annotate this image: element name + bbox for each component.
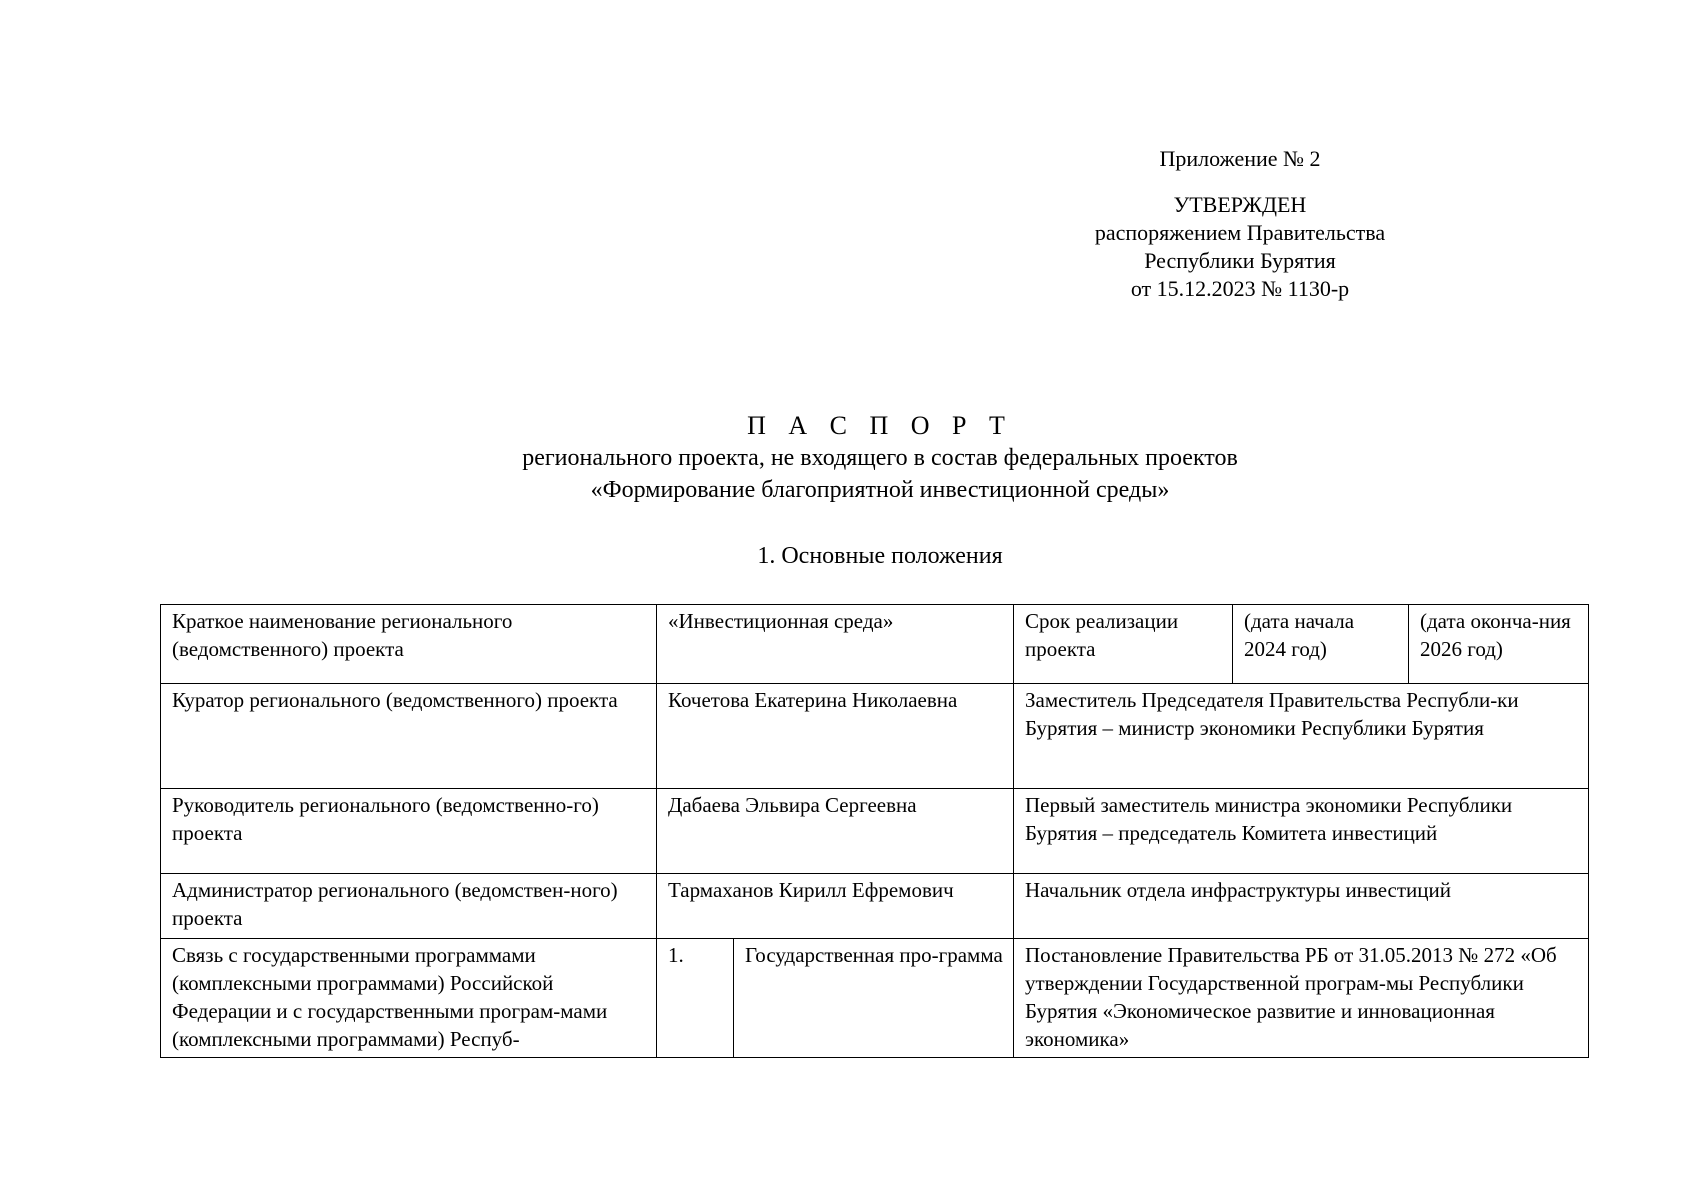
appendix-number: Приложение № 2 [1159, 146, 1321, 171]
table-row-short-name [161, 605, 1589, 684]
program-document: Постановление Правительства РБ от 31.05.2013 № 272 «Об утверждении Государственной програм-мы Республики Бурятия «Экономическое развитие и инновационная экономика» [1014, 939, 1589, 1058]
program-type: Государственная про-грамма [734, 939, 1014, 1058]
curator-name: Кочетова Екатерина Николаевна [657, 684, 1014, 789]
project-name: «Формирование благоприятной инвестиционной среды» [590, 477, 1170, 503]
title-block [160, 410, 1600, 506]
term-start: (дата начала 2024 год) [1233, 605, 1409, 684]
table-row-curator [161, 684, 1589, 789]
approval-line-1: распоряжением Правительства [1094, 220, 1386, 245]
approval-status: УТВЕРЖДЕН [1173, 192, 1307, 217]
short-name-label: Краткое наименование регионального (ведомственного) проекта [161, 605, 657, 684]
term-label: Срок реализации проекта [1014, 605, 1233, 684]
short-name-value: «Инвестиционная среда» [657, 605, 1014, 684]
approval-line-2: Республики Бурятия [1144, 248, 1336, 273]
head-position: Первый заместитель министра экономики Республики Бурятия – председатель Комитета инвестиций [1014, 789, 1589, 874]
document-title: П А С П О Р Т [747, 411, 1013, 440]
passport-table [160, 604, 1589, 1058]
approval-stamp [1060, 145, 1420, 303]
table-row-administrator [161, 874, 1589, 939]
head-label: Руководитель регионального (ведомственно-го) проекта [161, 789, 657, 874]
table-row-head [161, 789, 1589, 874]
term-end: (дата оконча-ния 2026 год) [1409, 605, 1589, 684]
administrator-label: Администратор регионального (ведомствен-ного) проекта [161, 874, 657, 939]
curator-label: Куратор регионального (ведомственного) проекта [161, 684, 657, 789]
program-link-label: Связь с государственными программами (комплексными программами) Российской Федерации и с государственными програм-мами (комплексными программами) Респуб- [161, 939, 657, 1058]
approval-date-number: от 15.12.2023 № 1130-р [1130, 276, 1350, 301]
administrator-position: Начальник отдела инфраструктуры инвестиций [1014, 874, 1589, 939]
administrator-name: Тармаханов Кирилл Ефремович [657, 874, 1014, 939]
table-row-program-link [161, 939, 1589, 1058]
program-number: 1. [657, 939, 734, 1058]
section-heading: 1. Основные положения [757, 543, 1003, 569]
head-name: Дабаева Эльвира Сергеевна [657, 789, 1014, 874]
curator-position: Заместитель Председателя Правительства Республи-ки Бурятия – министр экономики Республики Бурятия [1014, 684, 1589, 789]
document-subtitle: регионального проекта, не входящего в состав федеральных проектов [522, 445, 1238, 471]
